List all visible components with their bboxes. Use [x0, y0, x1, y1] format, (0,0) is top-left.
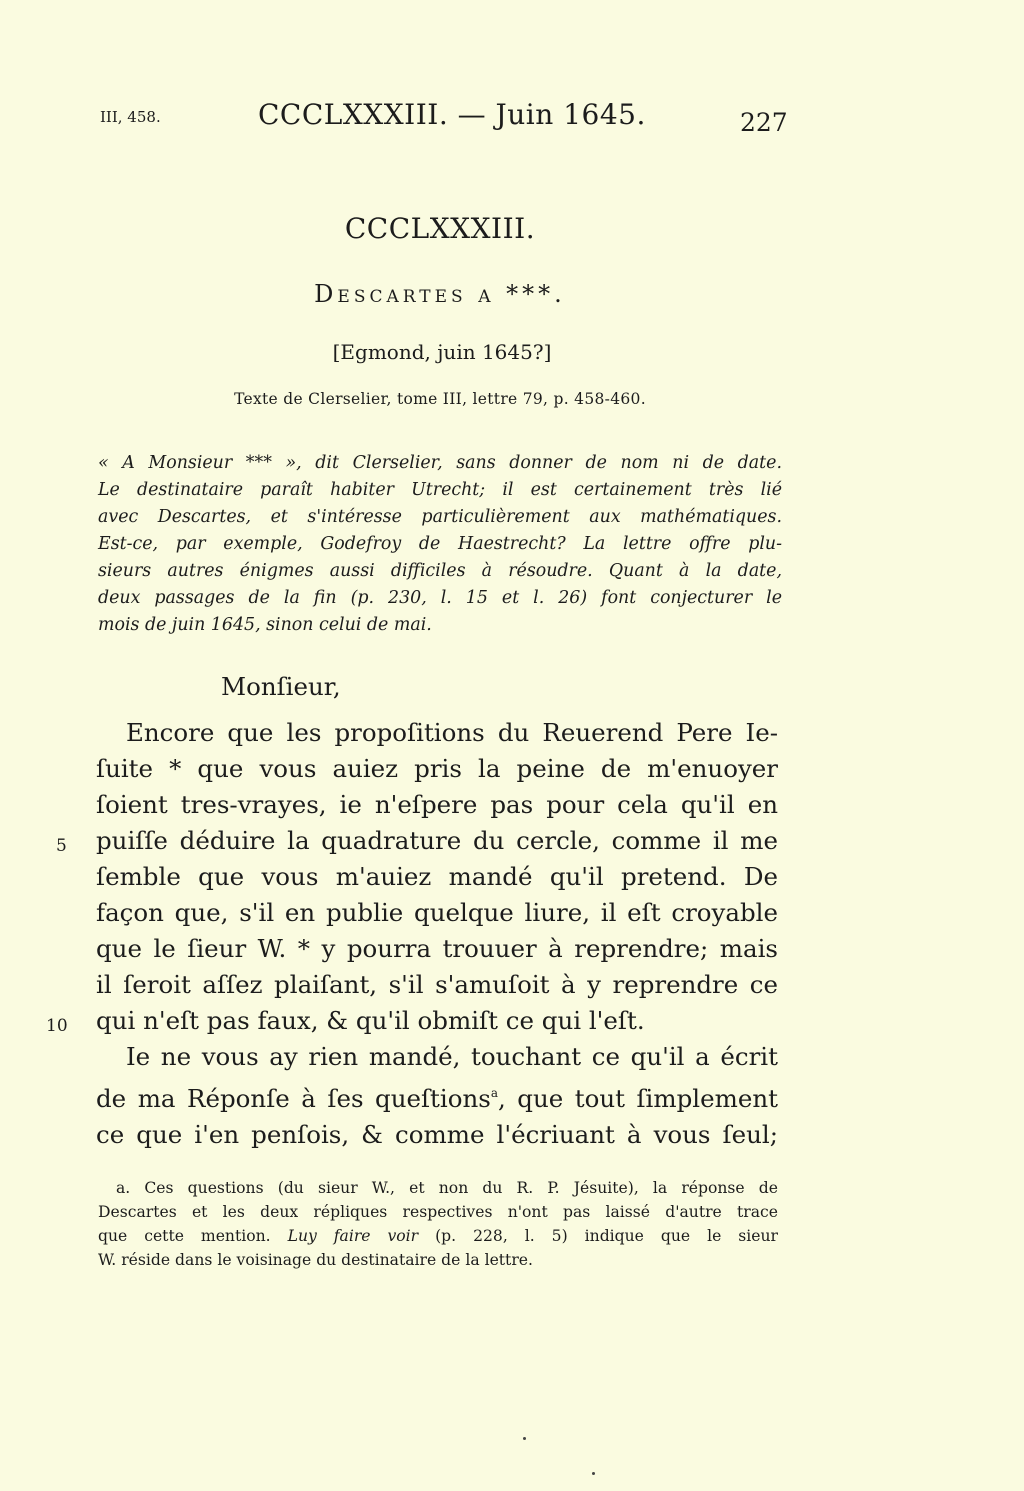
letter-source: Texte de Clerselier, tome III, lettre 79, p. 458-460.	[234, 390, 646, 408]
letter-number: CCCLXXXIII.	[344, 212, 536, 245]
note-line: Est-ce, par exemple, Godefroy de Haestrecht? La lettre offre plu-	[98, 534, 782, 554]
footnote-line: a. Ces questions (du sieur W., et non du R. P. Jésuite), la réponse de	[116, 1179, 778, 1197]
note-line: deux passages de la fin (p. 230, l. 15 et l. 26) font conjecturer le	[98, 588, 782, 608]
page-number: 227	[740, 108, 788, 137]
body-line: ce que i'en penſois, & comme l'écriuant à vous ſeul;	[96, 1120, 778, 1149]
body-line: ſoient tres-vrayes, ie n'eſpere pas pour cela qu'il en	[96, 790, 778, 819]
page-speck	[592, 1472, 595, 1475]
footnote-line: Descartes et les deux répliques respectives n'ont pas laissé d'autre trace	[98, 1203, 778, 1221]
letter-title: Descartes a ***.	[314, 280, 566, 308]
note-line: avec Descartes, et s'intéresse particulièrement aux mathématiques.	[98, 507, 782, 527]
body-line: puiſſe déduire la quadrature du cercle, comme il me	[96, 826, 778, 855]
running-title: CCCLXXXIII. — Juin 1645.	[258, 98, 646, 131]
note-line: « A Monsieur *** », dit Clerselier, sans donner de nom ni de date.	[98, 453, 782, 473]
note-line: mois de juin 1645, sinon celui de mai.	[98, 615, 432, 635]
body-line-part: , que tout ſimplement	[498, 1084, 778, 1113]
letter-body	[96, 715, 778, 1153]
note-line: Le destinataire paraît habiter Utrecht; il est certainement très lié	[98, 480, 782, 500]
margin-line-number: 10	[46, 1016, 68, 1036]
footnote-text: que cette mention.	[98, 1227, 288, 1245]
body-line-part: de ma Réponſe à ſes queſtions	[96, 1084, 491, 1113]
body-line: Encore que les propoſitions du Reuerend Pere Ie-	[126, 718, 778, 747]
editorial-note	[98, 450, 782, 639]
footnote-italic-quote: Luy faire voir	[287, 1227, 419, 1245]
footnote	[98, 1176, 778, 1272]
footnote-line	[98, 1224, 778, 1248]
margin-line-number: 5	[56, 836, 67, 856]
salutation: Monſieur,	[221, 672, 341, 701]
footnote-text: (p. 228, l. 5) indique que le sieur	[418, 1227, 779, 1245]
body-line: il ſeroit aſſez plaiſant, s'il s'amuſoit à y reprendre ce	[96, 970, 778, 999]
page-speck	[523, 1437, 526, 1440]
body-line: qui n'eſt pas faux, & qu'il obmiſt ce qui l'eſt.	[96, 1006, 645, 1035]
note-line: sieurs autres énigmes aussi difficiles à résoudre. Quant à la date,	[98, 561, 782, 581]
footnote-line: W. réside dans le voisinage du destinataire de la lettre.	[98, 1251, 533, 1269]
body-line: façon que, s'il en publie quelque liure, il eſt croyable	[96, 898, 778, 927]
letter-place-date: [Egmond, juin 1645?]	[332, 340, 552, 364]
body-line: ſuite * que vous auiez pris la peine de m'enuoyer	[96, 754, 778, 783]
body-line: Ie ne vous ay rien mandé, touchant ce qu'il a écrit	[126, 1042, 778, 1071]
body-line: que le ſieur W. * y pourra trouuer à reprendre; mais	[96, 934, 778, 963]
volume-reference: III, 458.	[100, 108, 161, 126]
footnote-marker: a	[490, 1086, 498, 1100]
body-line	[96, 1075, 778, 1117]
body-line: ſemble que vous m'auiez mandé qu'il pretend. De	[96, 862, 778, 891]
